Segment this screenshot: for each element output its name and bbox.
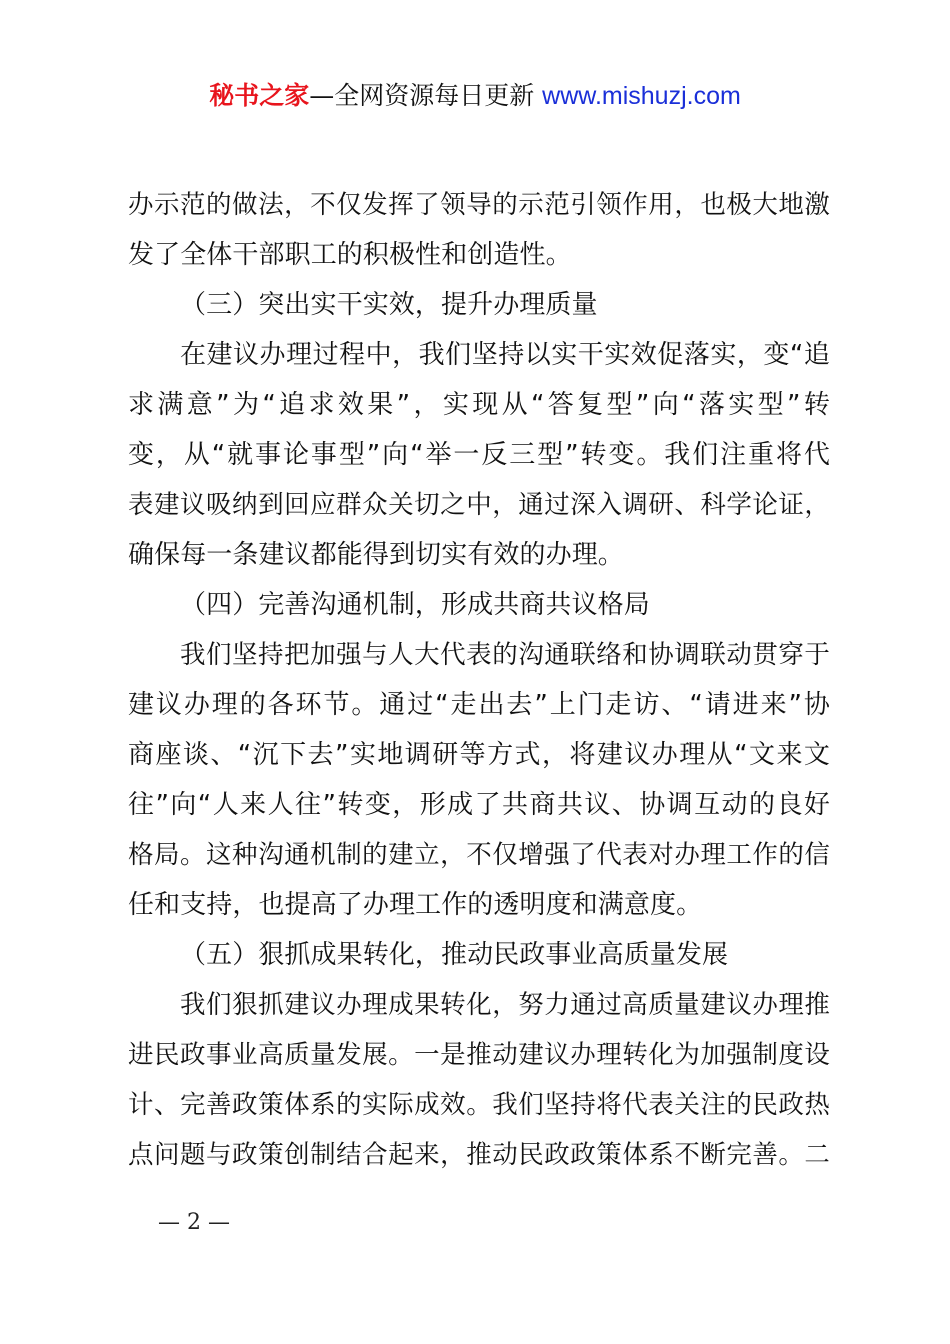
section-heading: （三）突出实干实效，提升办理质量 xyxy=(180,290,598,320)
section-heading: （五）狠抓成果转化，推动民政事业高质量发展 xyxy=(180,940,729,970)
body-line: 进民政事业高质量发展。一是推动建议办理转化为加强制度设 xyxy=(128,1040,830,1070)
body-line: 任和支持，也提高了办理工作的透明度和满意度。 xyxy=(128,890,703,920)
body-line: 表建议吸纳到回应群众关切之中，通过深入调研、科学论证， xyxy=(128,490,830,520)
body-line: 办示范的做法，不仅发挥了领导的示范引领作用，也极大地激 xyxy=(128,190,830,220)
body-line: 我们狠抓建议办理成果转化，努力通过高质量建议办理推 xyxy=(180,990,830,1020)
body-line: 在建议办理过程中，我们坚持以实干实效促落实，变“追 xyxy=(180,340,830,370)
site-brand: 秘书之家 xyxy=(209,81,310,110)
body-line: 求满意”为“追求效果”，实现从“答复型”向“落实型”转 xyxy=(128,390,830,420)
site-url-link[interactable]: www.mishuzj.com xyxy=(542,82,741,110)
body-line: 建议办理的各环节。通过“走出去”上门走访、“请进来”协 xyxy=(128,690,830,720)
section-heading: （四）完善沟通机制，形成共商共议格局 xyxy=(180,590,650,620)
body-line: 确保每一条建议都能得到切实有效的办理。 xyxy=(128,540,624,570)
body-line: 商座谈、“沉下去”实地调研等方式，将建议办理从“文来文 xyxy=(128,740,830,770)
body-line: 格局。这种沟通机制的建立，不仅增强了代表对办理工作的信 xyxy=(128,840,830,870)
body-line: 往”向“人来人往”转变，形成了共商共议、协调互动的良好 xyxy=(128,790,830,820)
body-line: 变，从“就事论事型”向“举一反三型”转变。我们注重将代 xyxy=(128,440,830,470)
page-number: — 2 — xyxy=(158,1210,230,1235)
site-tagline: —全网资源每日更新 xyxy=(309,81,543,110)
site-header xyxy=(0,80,950,112)
body-line: 发了全体干部职工的积极性和创造性。 xyxy=(128,240,572,270)
document-body xyxy=(128,180,830,1180)
body-line: 我们坚持把加强与人大代表的沟通联络和协调联动贯穿于 xyxy=(180,640,830,670)
body-line: 计、完善政策体系的实际成效。我们坚持将代表关注的民政热 xyxy=(128,1090,830,1120)
body-line: 点问题与政策创制结合起来，推动民政政策体系不断完善。二 xyxy=(128,1140,830,1170)
